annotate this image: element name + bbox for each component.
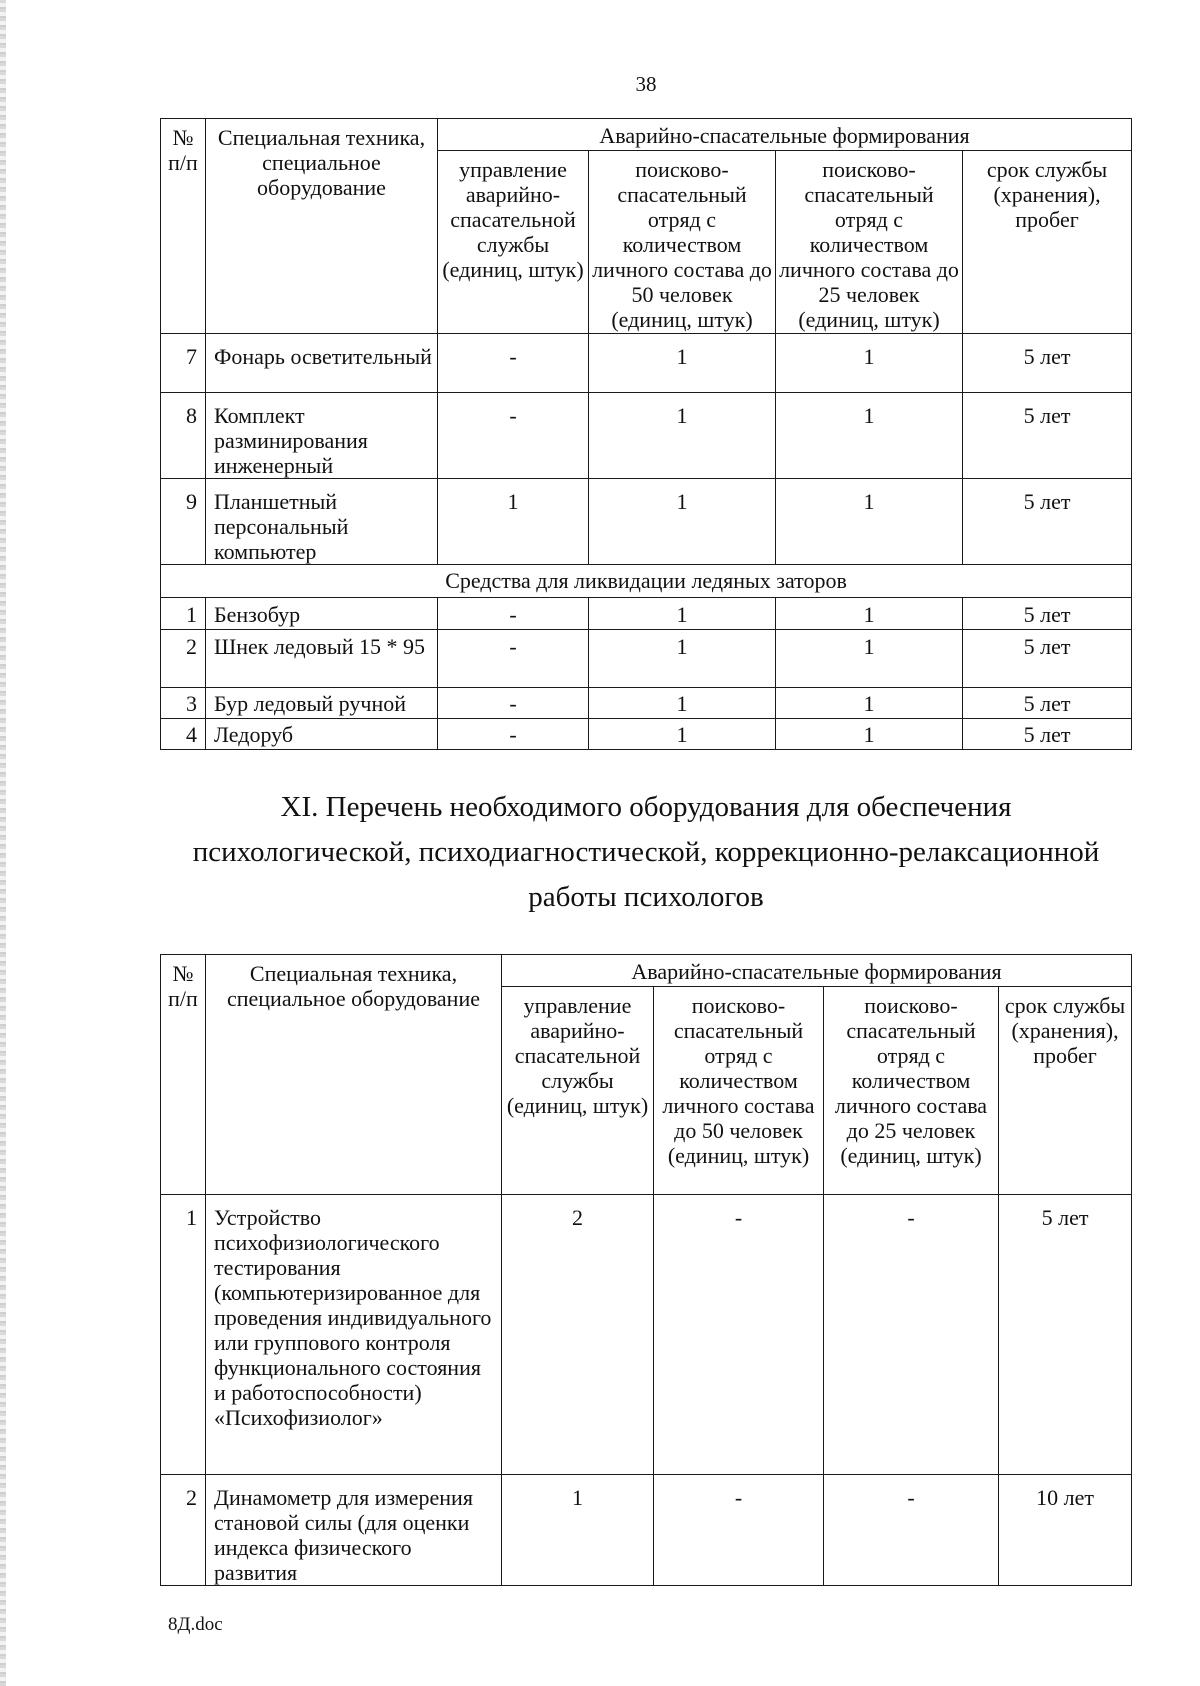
row-management: -	[438, 334, 589, 393]
equipment-table-2	[160, 954, 1132, 1586]
header-group: Аварийно-спасательные формирования	[438, 119, 1132, 151]
row-name: Комплект разминирования инженерный	[206, 393, 438, 479]
header-name: Специальная техника, специальное оборудование	[206, 119, 438, 334]
scan-edge	[0, 0, 6, 1686]
row-management: 2	[502, 1195, 654, 1475]
row-unit-50: 1	[589, 393, 776, 479]
row-name: Динамометр для измерения становой силы (для оценки индекса физического развития	[206, 1475, 502, 1586]
header-service-life: срок службы (хранения), пробег	[999, 987, 1132, 1195]
header-num: № п/п	[161, 119, 206, 334]
row-management: -	[438, 688, 589, 719]
row-num: 7	[161, 334, 206, 393]
header-unit-50: поисково-спасательный отряд с количеством личного состава до 50 человек (единиц, штук)	[589, 151, 776, 334]
row-name: Бензобур	[206, 598, 438, 630]
header-num: № п/п	[161, 955, 206, 1195]
header-unit-25: поисково-спасательный отряд с количеством личного состава до 25 человек (единиц, штук)	[776, 151, 963, 334]
row-unit-50: 1	[589, 598, 776, 630]
row-num: 1	[161, 1195, 206, 1475]
row-num: 3	[161, 688, 206, 719]
header-row	[161, 955, 1132, 987]
row-num: 9	[161, 479, 206, 565]
row-unit-25: 1	[776, 688, 963, 719]
row-unit-25: 1	[776, 334, 963, 393]
row-service-life: 10 лет	[999, 1475, 1132, 1586]
row-management: 1	[438, 479, 589, 565]
row-unit-25: -	[824, 1475, 999, 1586]
footer-filename: 8Д.doc	[168, 1614, 223, 1635]
row-management: -	[438, 598, 589, 630]
header-unit-25: поисково-спасательный отряд с количеством личного состава до 25 человек (единиц, штук)	[824, 987, 999, 1195]
row-unit-50: -	[654, 1195, 824, 1475]
table-row	[161, 479, 1132, 565]
row-unit-50: 1	[589, 688, 776, 719]
section-heading	[120, 785, 1172, 920]
row-management: -	[438, 393, 589, 479]
row-service-life: 5 лет	[963, 393, 1132, 479]
row-unit-50: 1	[589, 479, 776, 565]
row-unit-50: 1	[589, 630, 776, 688]
row-unit-25: 1	[776, 479, 963, 565]
heading-line-1: XI. Перечень необходимого оборудования для обеспечения	[280, 791, 1012, 823]
row-num: 4	[161, 719, 206, 750]
row-name: Бур ледовый ручной	[206, 688, 438, 719]
row-unit-25: 1	[776, 630, 963, 688]
heading-line-3: работы психологов	[528, 881, 764, 913]
row-unit-50: 1	[589, 719, 776, 750]
row-num: 8	[161, 393, 206, 479]
table-row	[161, 719, 1132, 750]
row-management: 1	[502, 1475, 654, 1586]
row-unit-25: 1	[776, 719, 963, 750]
header-management: управление аварийно-спасательной службы (единиц, штук)	[502, 987, 654, 1195]
equipment-table-1	[160, 118, 1132, 750]
row-service-life: 5 лет	[963, 334, 1132, 393]
table-row	[161, 688, 1132, 719]
header-row	[161, 119, 1132, 151]
row-service-life: 5 лет	[963, 630, 1132, 688]
row-unit-25: -	[824, 1195, 999, 1475]
row-name: Ледоруб	[206, 719, 438, 750]
row-num: 2	[161, 630, 206, 688]
header-service-life: срок службы (хранения), пробег	[963, 151, 1132, 334]
row-service-life: 5 лет	[963, 719, 1132, 750]
section-row	[161, 565, 1132, 598]
table-row	[161, 1475, 1132, 1586]
row-name: Фонарь осветительный	[206, 334, 438, 393]
header-unit-50: поисково-спасательный отряд с количеством личного состава до 50 человек (единиц, штук)	[654, 987, 824, 1195]
table-row	[161, 393, 1132, 479]
row-unit-25: 1	[776, 598, 963, 630]
table-row	[161, 598, 1132, 630]
row-service-life: 5 лет	[963, 688, 1132, 719]
row-service-life: 5 лет	[963, 479, 1132, 565]
row-management: -	[438, 719, 589, 750]
row-unit-50: 1	[589, 334, 776, 393]
table-row	[161, 630, 1132, 688]
header-name: Специальная техника, специальное оборудование	[206, 955, 502, 1195]
row-num: 2	[161, 1475, 206, 1586]
header-group: Аварийно-спасательные формирования	[502, 955, 1132, 987]
row-management: -	[438, 630, 589, 688]
row-service-life: 5 лет	[999, 1195, 1132, 1475]
row-num: 1	[161, 598, 206, 630]
section-title: Средства для ликвидации ледяных заторов	[161, 565, 1132, 598]
row-service-life: 5 лет	[963, 598, 1132, 630]
row-name: Устройство психофизиологического тестирования (компьютеризированное для проведения индивидуального или группового контроля функционального состояния и работоспособности) «Психофизиолог»	[206, 1195, 502, 1475]
header-management: управление аварийно-спасательной службы (единиц, штук)	[438, 151, 589, 334]
table-row	[161, 334, 1132, 393]
row-unit-25: 1	[776, 393, 963, 479]
page-number: 38	[635, 72, 657, 96]
table-row	[161, 1195, 1132, 1475]
heading-line-2: психологической, психодиагностической, коррекционно-релаксационной	[192, 836, 1100, 868]
row-name: Шнек ледовый 15 * 95	[206, 630, 438, 688]
row-unit-50: -	[654, 1475, 824, 1586]
row-name: Планшетный персональный компьютер	[206, 479, 438, 565]
